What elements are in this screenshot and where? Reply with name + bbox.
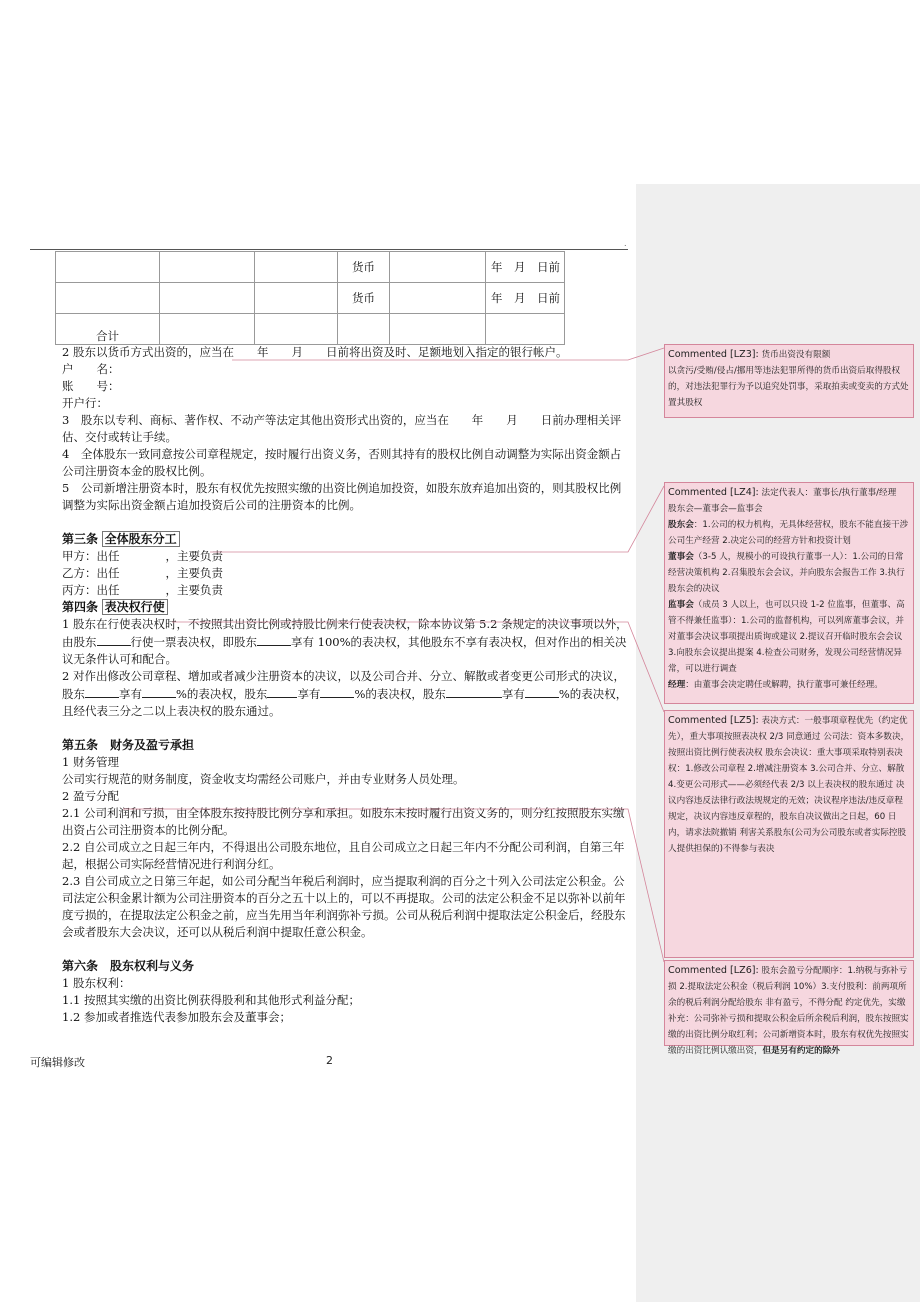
article-5-heading: 第五条 财务及盈亏承担 [62, 738, 195, 752]
footer-note: 可编辑修改 [30, 1056, 85, 1069]
table-cell [160, 252, 255, 283]
text-run: 享有 100%的表决权，其他股东不享有表决权，但对作出的相关决议无条件认可和配合。 [62, 635, 627, 666]
header-rule [30, 249, 628, 250]
text-run: 享有 [297, 687, 321, 701]
comment-title: Commented [LZ3]: [668, 349, 759, 360]
comment-text: 以贪污/受贿/侵占/挪用等违法犯罪所得的货币出资后取得股权的，对违法犯罪行为予以追究处罚事，采取拍卖或变卖的方式处置其股权 [668, 366, 909, 408]
page-number: 2 [326, 1054, 333, 1067]
comment-lz5[interactable] [664, 710, 914, 958]
table-cell [56, 252, 160, 283]
comment-title: Commented [LZ5]: [668, 715, 759, 726]
text-run: %的表决权，且经代表三分之二以上表决权的股东通过。 [62, 687, 628, 718]
comment-term: 经理 [668, 680, 686, 690]
blank-field[interactable] [257, 633, 291, 646]
text-run: 享有 [119, 687, 142, 701]
paragraph: 户 名： [62, 362, 120, 376]
text-run: 享有 [501, 687, 525, 701]
capital-contribution-table [55, 251, 565, 345]
paragraph: 5 公司新增注册资本时，股东有权优先按照实缴的出资比例追加投资，如股东放弃追加出资的，则其股权比例调整为实际出资金额占追加投资后公司的注册资本的比例。 [62, 481, 622, 512]
table-cell [390, 252, 486, 283]
blank-field[interactable] [97, 633, 131, 646]
paragraph: 2 盈亏分配 [62, 789, 119, 803]
paragraph: 2.2 自公司成立之日起三年内，不得退出公司股东地位，且自公司成立之日起三年内不分配公司利润，自第三年起，根据公司实际经营情况进行利润分红。 [62, 840, 625, 871]
blank-field[interactable] [267, 685, 297, 698]
table-cell [390, 283, 486, 314]
comment-text: ：由董事会决定聘任或解聘，执行董事可兼任经理。 [685, 680, 883, 690]
table-cell [160, 314, 255, 345]
article-3-heading [62, 531, 632, 548]
comment-text: 股东会盈亏分配顺序：1.纳税与弥补亏损 2.提取法定公积金（税后利润 10%）3.支付股利：前两项所余的税后利润分配给股东 非有盈亏，不得分配 约定优先，实缴补充：公司弥补亏损和提取公积金后所余税后利润，股东按照实缴的出资比例分取红利；公司新增资本时，股东有权优先按照实缴的出资比例认缴出资， [668, 966, 909, 1056]
article-6-heading: 第六条 股东权利与义务 [62, 959, 195, 973]
paragraph: 1 财务管理 [62, 755, 119, 769]
table-cell: 货币 [338, 252, 390, 283]
comment-text: 表决方式：一般事项章程优先（约定优先），重大事项按照表决权 2/3 同意通过 公司法：资本多数决，按照出资比例行使表决权 股东会决议：重大事项采取特别表决权：1.修改公司章程 2.增减注册资本 3.公司合并、分立、解散 4.变更公司形式——必须经代表 2/3 以上表决权的股东通过 决议内容违反法律行政法规规定的无效；决议程序违法/违反章程规定，决议内容违反章程的，股东自决议做出之日起，60 日内，请求法院撤销 利害关系股东(公司为公司股东或者实际控股人提供担保的)不得参与表决 [668, 716, 910, 854]
table-cell [338, 314, 390, 345]
table-cell: 年 月 日前 [486, 252, 565, 283]
paragraph: 1 股东权利： [62, 976, 131, 990]
paragraph: 甲方：出任 ，主要负责 [62, 549, 223, 563]
comment-title: Commented [LZ6]: [668, 965, 759, 976]
article-title: 全体股东分工 [102, 531, 180, 547]
paragraph: 3 股东以专利、商标、著作权、不动产等法定其他出资形式出资的，应当在 年 月 日前办理相关评估、交付或转让手续。 [62, 413, 622, 444]
comment-text: （成员 3 人以上，也可以只设 1-2 位监事，但董事、高管不得兼任监事）：1.公司的监督机构，可以列席董事会议，并对董事会决议事项提出质询或建议 2.提议召开临时股东会会议 3.向股东会议提出提案 4.检查公司财务，发现公司经营情况异常，可以进行调查 [668, 600, 905, 674]
paragraph: 账 号： [62, 379, 120, 393]
paragraph: 1.1 按照其实缴的出资比例获得股利和其他形式利益分配； [62, 993, 360, 1007]
table-cell [255, 314, 338, 345]
comment-term: 但是另有约定的除外 [762, 1046, 840, 1056]
blank-field[interactable] [525, 685, 559, 698]
blank-field[interactable] [446, 685, 502, 698]
comment-term: 监事会 [668, 600, 694, 610]
table-cell [56, 283, 160, 314]
paragraph: 2.1 公司利润和亏损，由全体股东按持股比例分享和承担。如股东未按时履行出资义务的，则分红按照股东实缴出资占公司注册资本的比例分配。 [62, 806, 625, 837]
table-cell [390, 314, 486, 345]
table-cell [160, 283, 255, 314]
comment-term: 董事会 [668, 552, 694, 562]
table-cell [486, 314, 565, 345]
header-mark: . [624, 239, 627, 248]
paragraph: 公司实行规范的财务制度，资金收支均需经公司账户，并由专业财务人员处理。 [62, 772, 465, 786]
comment-term: 股东会 [668, 520, 694, 530]
paragraph [62, 616, 632, 668]
paragraph: 2.3 自公司成立之日第三年起，如公司分配当年税后利润时，应当提取利润的百分之十列入公司法定公积金。公司法定公积金累计额为公司注册资本的百分之五十以上的，可以不再提取。公司的法定公积金不足以弥补以前年度亏损的，在提取法定公积金之前，应当先用当年利润弥补亏损。公司从税后利润中提取法定公积金后，经股东会或者股东大会决议，还可以从税后利润中提取任意公积金。 [62, 874, 626, 939]
comment-lz4[interactable] [664, 482, 914, 704]
blank-field[interactable] [320, 685, 354, 698]
comment-text: 法定代表人：董事长/执行董事/经理 [761, 488, 897, 498]
table-cell: 货币 [338, 283, 390, 314]
comment-lz3[interactable] [664, 344, 914, 418]
comment-text: （3-5 人，规模小的可设执行董事一人）：1.公司的日常经营决策机构 2.召集股东会会议，并向股东会报告工作 3.执行股东会的决议 [668, 552, 905, 594]
comment-text: 货币出资没有限额 [761, 350, 831, 360]
comment-text: ：1.公司的权力机构，无具体经营权，股东不能直接干涉公司生产经营 2.决定公司的经营方针和投资计划 [668, 520, 909, 546]
blank-field[interactable] [85, 685, 119, 698]
table-cell [255, 252, 338, 283]
comment-lz6[interactable] [664, 960, 914, 1056]
table-row [56, 252, 565, 283]
paragraph: 丙方：出任 ，主要负责 [62, 583, 223, 597]
table-cell [255, 283, 338, 314]
paragraph: 4 全体股东一致同意按公司章程规定，按时履行出资义务，否则其持有的股权比例自动调整为实际出资金额占公司注册资本金的股权比例。 [62, 447, 622, 478]
article-title: 表决权行使 [102, 599, 168, 615]
text-run: 行使一票表决权，即股东 [130, 635, 257, 649]
blank-field[interactable] [142, 685, 176, 698]
comment-text: 股东会—董事会—监事会 [668, 504, 763, 514]
article-number: 第四条 [62, 600, 99, 614]
article-4-heading [62, 599, 632, 616]
table-row [56, 283, 565, 314]
document-body [62, 344, 632, 1026]
paragraph: 1.2 参加或者推选代表参加股东会及董事会； [62, 1010, 291, 1024]
table-row [56, 314, 565, 345]
paragraph: 乙方：出任 ，主要负责 [62, 566, 223, 580]
text-run: 1 股东在行使表决权时，不按照其出资比例或持股比例来行使表决权，除本协议第 5.2 条规定的决议事项以外，由股东 [62, 617, 628, 649]
comment-title: Commented [LZ4]: [668, 487, 759, 498]
text-run: 2 对作出修改公司章程、增加或者减少注册资本的决议，以及公司合并、分立、解散或者变更公司形式的决议，股东 [62, 669, 625, 701]
text-run: %的表决权，股东 [354, 687, 446, 701]
text-run: %的表决权，股东 [176, 687, 268, 701]
paragraph [62, 668, 632, 720]
table-cell-total: 合计 [56, 314, 160, 345]
table-cell: 年 月 日前 [486, 283, 565, 314]
paragraph: 开户行： [62, 396, 108, 410]
paragraph: 2 股东以货币方式出资的，应当在 年 月 日前将出资及时、足额地划入指定的银行帐户。 [62, 345, 568, 359]
article-number: 第三条 [62, 532, 99, 546]
